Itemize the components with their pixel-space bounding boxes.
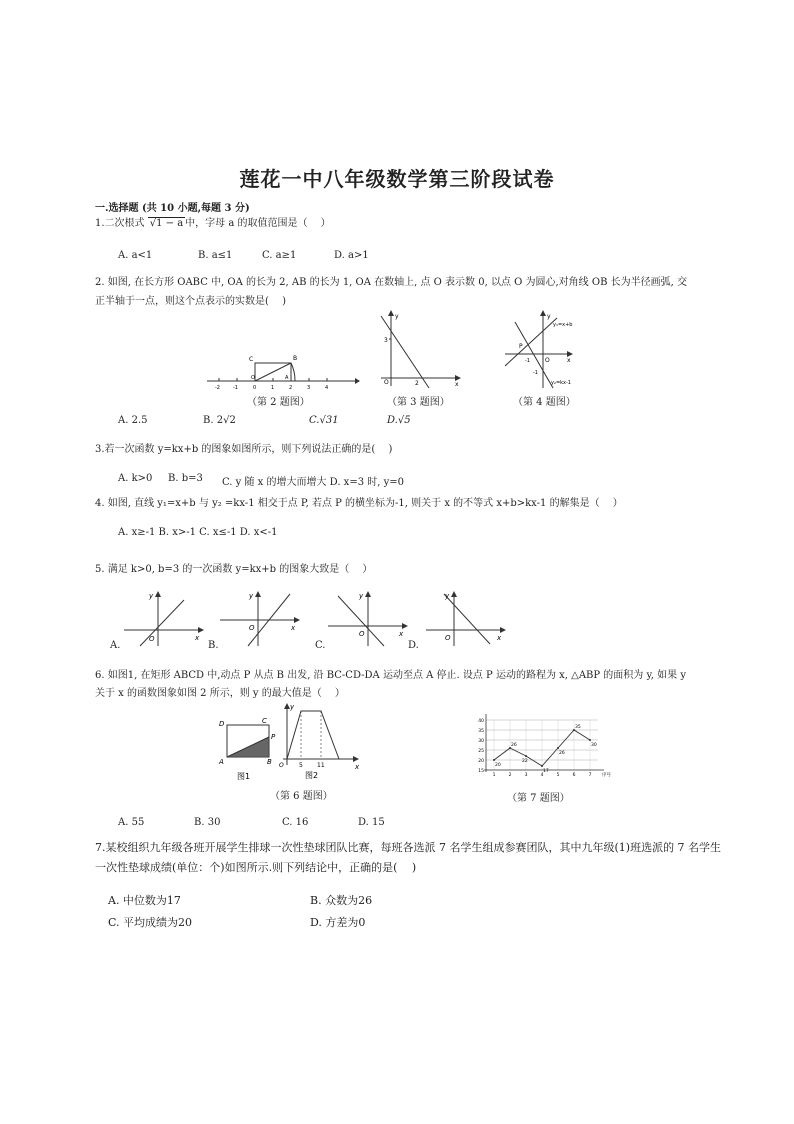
chart7-point-4: [541, 765, 543, 767]
q6-option-d[interactable]: D. 15: [358, 817, 385, 828]
chart7-point-5: [557, 747, 559, 749]
q2-option-a[interactable]: A. 2.5: [118, 415, 148, 426]
chart7-point-7: [589, 739, 591, 741]
fig2-tick-4: 4: [325, 385, 329, 390]
fig2-tick-2: 2: [289, 385, 293, 390]
chart7-xtick-4: 4: [540, 773, 544, 778]
fig3-label-2: 2: [415, 380, 419, 387]
q5-option-b[interactable]: B.: [208, 640, 219, 651]
fig4-label-o: O: [545, 357, 550, 364]
chart7-xtick-5: 5: [556, 773, 560, 778]
q1-option-c[interactable]: C. a≥1: [262, 250, 297, 261]
chart7-point-label-6: 35: [575, 725, 581, 730]
figure-q2: [205, 348, 360, 394]
q1-option-b[interactable]: B. a≤1: [198, 250, 233, 261]
q5-option-d[interactable]: D.: [408, 640, 419, 651]
fig7-caption: （第 7 题图）: [507, 793, 570, 804]
fig6-label-x: x: [355, 763, 360, 771]
fig5b-label-y: y: [249, 592, 254, 600]
chart7-x-axis-label: 序号: [602, 773, 611, 778]
page-title: 莲花一中八年级数学第三阶段试卷: [239, 167, 555, 191]
fig4-label-y: y: [547, 313, 551, 320]
figure-q4: [503, 310, 593, 396]
fig3-label-y: y: [395, 313, 399, 320]
q7-line1: 7.某校组织九年级各班开展学生排球一次性垫球团队比赛，每班各选派 7 名学生组成参赛团队，其中九年级(1)班选派的 7 名学生: [95, 841, 722, 854]
chart7-point-label-2: 26: [511, 743, 517, 748]
fig2-label-b: B: [293, 355, 298, 362]
figure-q5-d: [424, 590, 506, 652]
chart7-ytick-35: 35: [478, 729, 484, 734]
q1-text-post: 中，字母 a 的取值范围是（ ）: [185, 218, 331, 229]
fig6-label-b: B: [267, 758, 272, 766]
chart7-xtick-3: 3: [524, 773, 528, 778]
q7-option-b[interactable]: B. 众数为26: [310, 894, 373, 907]
q2-line2: 正半轴于一点，则这个点表示的实数是( ): [95, 296, 286, 307]
chart7-xtick-6: 6: [572, 773, 576, 778]
question-3: 3.若一次函数 y=kx+b 的图象如图所示，则下列说法正确的是( ): [95, 444, 393, 455]
fig6-tick-11: 11: [317, 762, 325, 769]
q7-option-c[interactable]: C. 平均成绩为20: [108, 916, 193, 929]
question-5: 5. 满足 k>0, b=3 的一次函数 y=kx+b 的图象大致是（ ）: [95, 564, 373, 575]
fig5b-label-x: x: [291, 624, 296, 632]
fig5c-label-o: O: [359, 630, 365, 638]
q2-option-c[interactable]: C.√31: [309, 415, 339, 426]
chart7-point-label-3: 22: [522, 759, 528, 764]
q1-option-a[interactable]: A. a<1: [118, 250, 153, 261]
q7-line2: 一次性垫球成绩(单位：个)如图所示.则下列结论中，正确的是( ): [95, 861, 417, 874]
chart7-point-label-1: 20: [495, 763, 501, 768]
q6-option-a[interactable]: A. 55: [118, 817, 145, 828]
q6-line1: 6. 如图1, 在矩形 ABCD 中,动点 P 从点 B 出发, 沿 BC-CD-DA 运动至点 A 停止. 设点 P 运动的路程为 x, △ABP 的面积为 y, 如果 y: [95, 670, 686, 681]
fig5a-label-y: y: [149, 592, 154, 600]
figure-q3: [377, 310, 462, 394]
fig5d-label-x: x: [497, 634, 502, 642]
q7-option-a[interactable]: A. 中位数为17: [108, 894, 181, 907]
fig3-caption: （第 3 题图）: [387, 397, 450, 408]
q5-option-c[interactable]: C.: [315, 640, 326, 651]
fig2-tick-neg1: -1: [233, 385, 238, 390]
fig4-caption: （第 4 题图）: [513, 397, 576, 408]
q1-text-pre: 1.二次根式: [95, 218, 148, 229]
fig5d-label-o: O: [445, 634, 451, 642]
chart7-point-label-7: 30: [591, 743, 597, 748]
fig5d-label-y: y: [445, 592, 450, 600]
chart7-ytick-30: 30: [478, 739, 484, 744]
fig3-label-o: O: [384, 379, 389, 386]
fig4-label-x: x: [567, 357, 571, 364]
fig4-label-neg1-y: -1: [533, 370, 538, 376]
fig2-label-a: A: [285, 375, 289, 381]
figure-q5-a: [122, 590, 204, 652]
q2-option-d[interactable]: D.√5: [387, 415, 411, 426]
fig2-tick-neg2: -2: [215, 385, 220, 390]
fig5c-label-y: y: [359, 592, 364, 600]
fig6-label-o: O: [279, 762, 284, 769]
fig6-tick-5: 5: [299, 762, 303, 769]
section-heading: 一.选择题 (共 10 小题,每题 3 分): [95, 203, 250, 214]
fig5b-label-o: O: [249, 624, 255, 632]
q2-option-b[interactable]: B. 2√2: [203, 415, 236, 426]
fig2-tick-3: 3: [307, 385, 311, 390]
fig4-label-p: P: [519, 343, 523, 350]
figure-q6: [215, 703, 365, 787]
chart7-xtick-1: 1: [492, 773, 496, 778]
fig6-label-a: A: [219, 758, 224, 766]
fig6-caption: （第 6 题图）: [270, 791, 333, 802]
fig5a-label-x: x: [195, 634, 200, 642]
q3-option-cd[interactable]: C. y 随 x 的增大而增大 D. x=3 时, y=0: [222, 477, 404, 488]
fig2-tick-1: 1: [271, 385, 275, 390]
fig2-tick-0: 0: [253, 385, 257, 390]
fig6-sub1: 图1: [237, 772, 251, 781]
fig6-sub2: 图2: [305, 771, 319, 780]
chart7-xtick-7: 7: [588, 773, 592, 778]
chart7-point-label-5: 26: [559, 751, 565, 756]
chart7-point-1: [493, 759, 495, 761]
chart7-ytick-20: 20: [478, 759, 484, 764]
q5-option-a[interactable]: A.: [110, 640, 121, 651]
q1-radical: √1 − a: [149, 218, 184, 229]
question-4: 4. 如图, 直线 y₁=x+b 与 y₂ =kx-1 相交于点 P, 若点 P 的横坐标为-1, 则关于 x 的不等式 x+b>kx-1 的解集是（ ）: [95, 498, 623, 509]
fig5c-label-x: x: [399, 630, 404, 638]
figure-q7-chart: [472, 712, 612, 786]
fig4-label-y2: y₂=kx-1: [551, 380, 571, 386]
fig3-label-x: x: [455, 381, 459, 388]
question-1: [95, 217, 331, 231]
q6-line2: 关于 x 的函数图象如图 2 所示，则 y 的最大值是（ ）: [95, 688, 345, 699]
fig4-label-y1: y₁=x+b: [553, 322, 573, 328]
q3-option-a[interactable]: A. k>0: [118, 473, 153, 484]
q2-line1: 2. 如图, 在长方形 OABC 中, OA 的长为 2, AB 的长为 1, OA 在数轴上, 点 O 表示数 0, 以点 O 为圆心,对角线 OB 长为半径画弧, 交: [95, 277, 687, 288]
fig6-label-y: y: [290, 703, 295, 711]
q1-option-d[interactable]: D. a>1: [334, 250, 369, 261]
fig2-label-o: O: [251, 375, 255, 381]
q6-option-b[interactable]: B. 30: [194, 817, 221, 828]
figure-q5-b: [218, 590, 300, 652]
fig2-caption: （第 2 题图）: [247, 397, 310, 408]
chart7-ytick-15: 15: [478, 769, 484, 774]
fig2-label-c: C: [249, 356, 254, 363]
q3-option-b[interactable]: B. b=3: [168, 473, 203, 484]
chart7-ytick-40: 40: [478, 719, 484, 724]
fig3-label-3: 3: [384, 337, 388, 344]
fig5a-label-o: O: [149, 635, 155, 643]
fig4-label-neg1-x: -1: [525, 358, 530, 364]
chart7-point-3: [525, 755, 527, 757]
q7-option-d[interactable]: D. 方差为0: [310, 916, 366, 929]
fig6-label-p: P: [271, 733, 276, 741]
chart7-ytick-25: 25: [478, 749, 484, 754]
figure-q5-c: [326, 590, 408, 652]
fig6-label-d: D: [219, 720, 225, 728]
fig6-label-c: C: [262, 717, 267, 725]
q4-options[interactable]: A. x≥-1 B. x>-1 C. x≤-1 D. x<-1: [118, 527, 278, 538]
chart7-xtick-2: 2: [508, 773, 512, 778]
q6-option-c[interactable]: C. 16: [282, 817, 309, 828]
chart7-point-label-4: 17: [543, 769, 549, 774]
